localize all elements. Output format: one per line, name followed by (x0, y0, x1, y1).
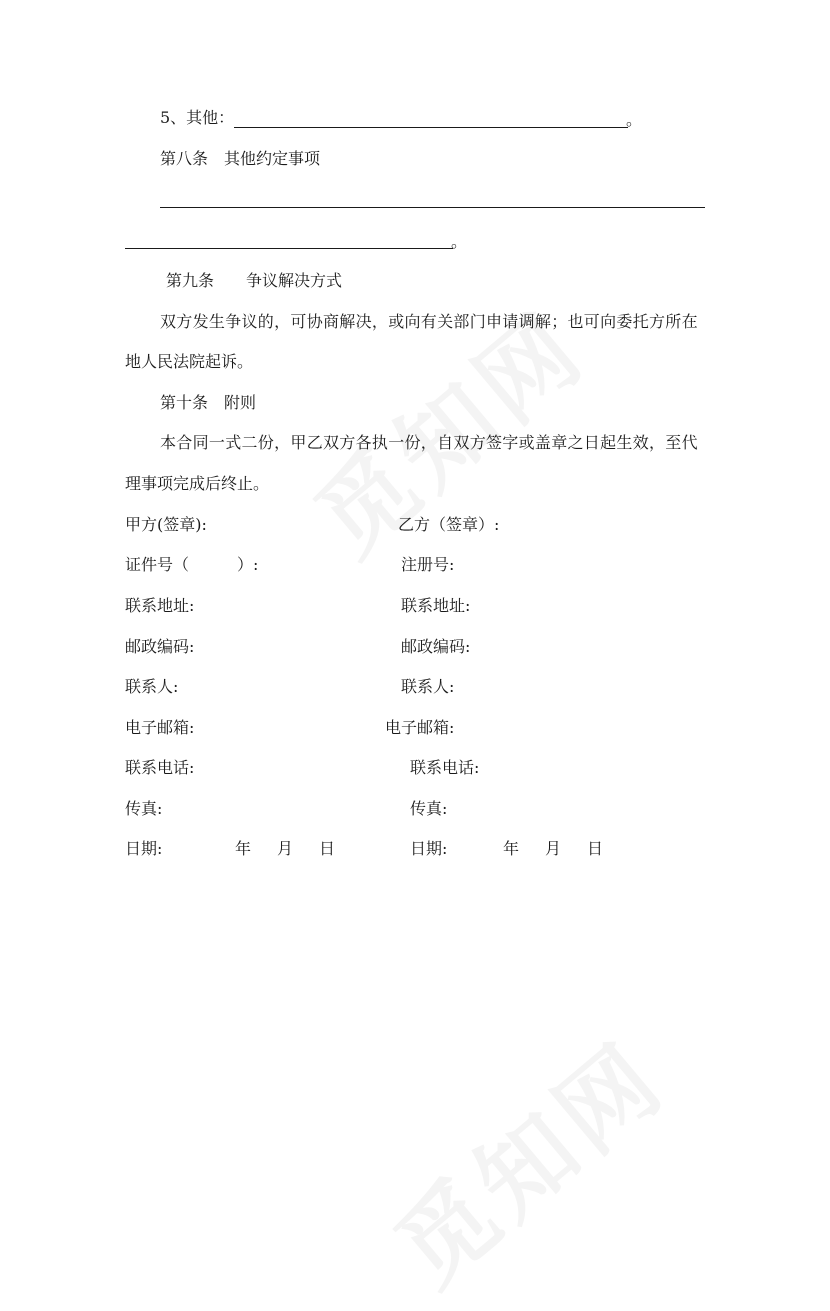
party-a-contact: 联系人: (125, 677, 179, 696)
party-a-id-no: 证件号（ ）: (125, 555, 259, 574)
party-b-date-day: 日 (587, 839, 604, 858)
party-a-address: 联系地址: (125, 596, 195, 615)
party-b-email: 电子邮箱: (385, 718, 455, 737)
clause-other-end: 。 (626, 110, 643, 129)
party-b-date-year: 年 (503, 839, 520, 858)
article8-blank-line2 (125, 248, 453, 249)
party-a-title: 甲方(签章): (125, 515, 207, 534)
party-b-date-month: 月 (545, 839, 562, 858)
party-a-date-month: 月 (277, 839, 294, 858)
party-b-contact: 联系人: (401, 677, 455, 696)
party-b-phone: 联系电话: (410, 758, 480, 777)
party-a-phone: 联系电话: (125, 758, 195, 777)
watermark-bottom (362, 1006, 689, 1311)
article9-body-line1: 双方发生争议的，可协商解决，或向有关部门申请调解；也可向委托方所在 (160, 312, 698, 331)
article8-blank-line1 (160, 207, 705, 208)
article10-body-line2: 理事项完成后终止。 (125, 474, 270, 493)
party-b-date-label: 日期: (410, 839, 448, 858)
party-a-email: 电子邮箱: (125, 718, 195, 737)
article10-title: 第十条 附则 (160, 393, 257, 412)
party-a-date-day: 日 (319, 839, 336, 858)
clause-other-label: 5、其他： (160, 108, 235, 127)
party-a-fax: 传真: (125, 799, 163, 818)
article8-end: 。 (451, 232, 468, 251)
party-a-postcode: 邮政编码: (125, 637, 195, 656)
party-b-fax: 传真: (410, 799, 448, 818)
clause-other-blank (234, 127, 628, 128)
party-b-reg-no: 注册号: (401, 555, 455, 574)
party-b-postcode: 邮政编码: (401, 637, 471, 656)
party-a-date-label: 日期: (125, 839, 163, 858)
article10-body-line1: 本合同一式二份，甲乙双方各执一份，自双方签字或盖章之日起生效，至代 (160, 433, 698, 452)
article9-body-line2: 地人民法院起诉。 (125, 352, 254, 371)
party-b-address: 联系地址: (401, 596, 471, 615)
article8-title: 第八条 其他约定事项 (160, 149, 321, 168)
party-a-date-year: 年 (235, 839, 252, 858)
party-b-title: 乙方（签章）: (398, 515, 500, 534)
article9-title: 第九条 争议解决方式 (166, 271, 343, 290)
